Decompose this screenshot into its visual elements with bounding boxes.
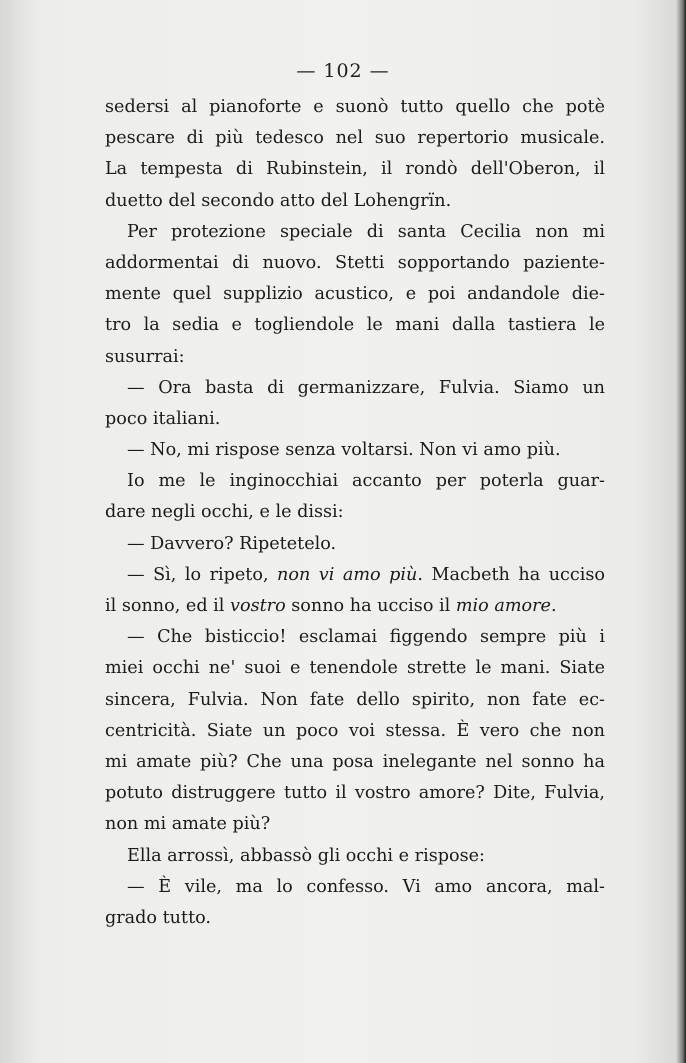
text-line: Ella arrossì, abbassò gli occhi e rispose: <box>127 845 485 866</box>
text-line: mente quel supplizio acustico, e poi andandole die- <box>105 284 605 305</box>
text-line: — Ora basta di germanizzare, Fulvia. Siamo un <box>127 377 605 398</box>
text-line: dare negli occhi, e le dissi: <box>105 502 344 523</box>
text-line: sincera, Fulvia. Non fate dello spirito, non fate ec- <box>105 689 605 710</box>
text-line: La tempesta di Rubinstein, il rondò dell'Oberon, il <box>105 159 605 180</box>
text-line: pescare di più tedesco nel suo repertorio musicale. <box>105 128 605 149</box>
text-line: Io me le inginocchiai accanto per poterla guar- <box>127 471 605 492</box>
text-line: susurrai: <box>105 346 185 367</box>
text-line: — No, mi rispose senza voltarsi. Non vi amo più. <box>127 440 561 461</box>
text-line: miei occhi ne' suoi e tenendole strette le mani. Siate <box>105 658 605 679</box>
text-line: grado tutto. <box>105 907 212 928</box>
text-line: tro la sedia e togliendole le mani dalla tastiera le <box>105 315 605 336</box>
body-text <box>105 92 605 934</box>
text-line: il sonno, ed il vostro sonno ha ucciso il mio amore. <box>105 596 557 616</box>
text-line: — È vile, ma lo confesso. Vi amo ancora, mal- <box>127 876 605 897</box>
text-line: mi amate più? Che una posa inelegante nel sonno ha <box>105 751 605 772</box>
text-line: poco italiani. <box>105 408 221 429</box>
page-number: — 102 — <box>296 60 390 82</box>
text-line: addormentai di nuovo. Stetti sopportando paziente- <box>105 252 605 273</box>
text-line: — Che bisticcio! esclamai figgendo sempre più i <box>127 627 605 648</box>
text-line: potuto distruggere tutto il vostro amore? Dite, Fulvia, <box>105 783 605 804</box>
text-line: non mi amate più? <box>105 814 271 835</box>
text-line: Per protezione speciale di santa Cecilia non mi <box>127 221 605 242</box>
text-line: duetto del secondo atto del Lohengrïn. <box>105 190 452 211</box>
text-line: — Davvero? Ripetetelo. <box>127 533 337 554</box>
text-line: centricità. Siate un poco voi stessa. È vero che non <box>105 720 605 741</box>
text-line: sedersi al pianoforte e suonò tutto quello che potè <box>105 97 605 117</box>
text-line: — Sì, lo ripeto, non vi amo più. Macbeth ha ucciso <box>127 564 605 585</box>
